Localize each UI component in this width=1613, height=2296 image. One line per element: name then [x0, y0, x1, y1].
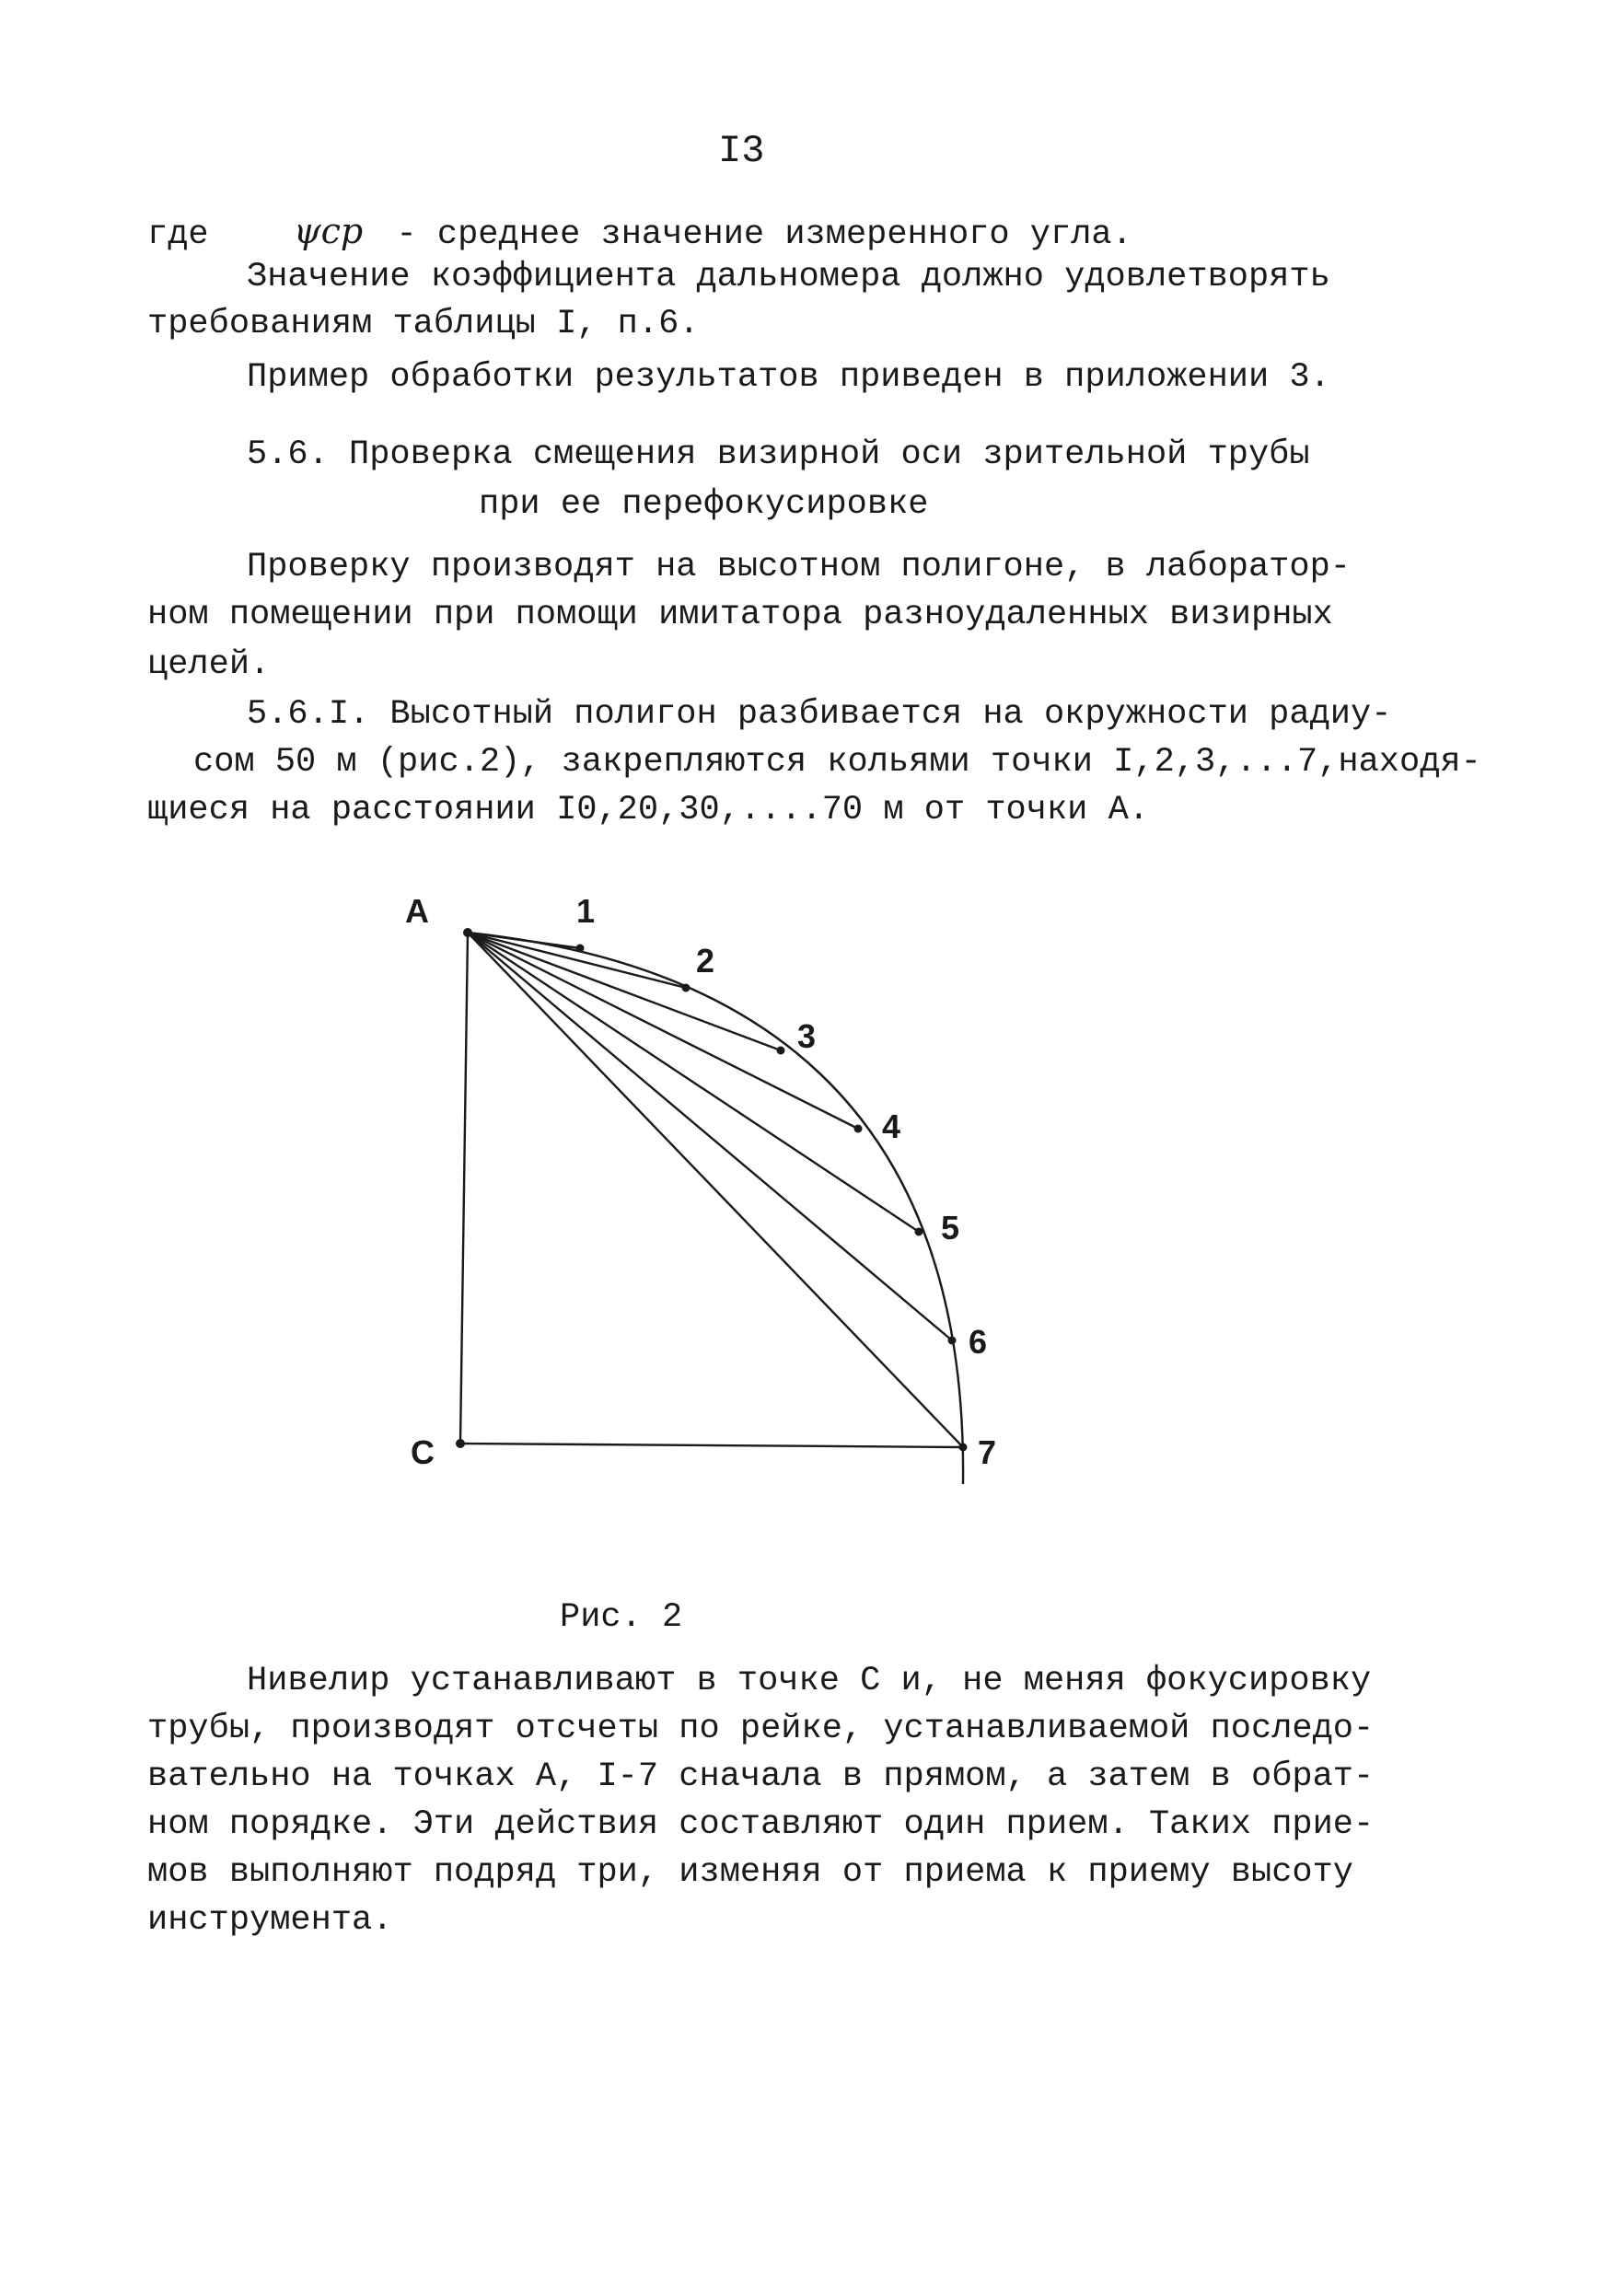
text-line: Пример обработки результатов приведен в приложении 3. [247, 358, 1330, 397]
label-6: 6 [969, 1323, 988, 1361]
chord-a3 [468, 933, 781, 1050]
chord-a1 [468, 933, 580, 948]
formula-symbol: ψср [293, 211, 364, 251]
point-7 [959, 1444, 968, 1452]
where-line [147, 211, 1132, 254]
where-word: где [147, 215, 209, 254]
point-4 [854, 1125, 863, 1133]
point-a [463, 928, 472, 937]
label-4: 4 [882, 1107, 901, 1145]
chord-a7 [468, 933, 963, 1447]
label-a: A [405, 892, 429, 930]
text-line: Проверку производят на высотном полигоне, в лаборатор- [247, 548, 1351, 586]
circle-arc [468, 933, 963, 1484]
chord-a5 [468, 933, 919, 1232]
section-title-cont: при ее перефокусировке [479, 485, 929, 524]
text-line: Значение коэффициента дальномера должно удовлетворять [247, 258, 1330, 296]
text-line: инструмента. [147, 1901, 393, 1940]
label-1: 1 [576, 892, 596, 930]
point-2 [682, 984, 690, 992]
line-c7 [460, 1444, 963, 1447]
label-5: 5 [941, 1209, 960, 1247]
symbol-definition: - среднее значение измеренного угла. [396, 215, 1132, 254]
point-c [456, 1439, 465, 1448]
figure-caption: Рис. 2 [560, 1598, 683, 1637]
text-line: трубы, производят отсчеты по рейке, устанавливаемой последо- [147, 1710, 1375, 1748]
label-7: 7 [978, 1433, 997, 1471]
text-line: 5.6.I. Высотный полигон разбивается на окружности радиу- [247, 695, 1392, 734]
section-title: 5.6. Проверка смещения визирной оси зрительной трубы [247, 435, 1310, 474]
text-line: ном помещении при помощи имитатора разноудаленных визирных [147, 596, 1333, 634]
chord-a2 [468, 933, 686, 988]
line-ac [460, 933, 468, 1444]
label-2: 2 [696, 942, 715, 980]
point-1 [576, 945, 585, 953]
text-line: целей. [147, 645, 271, 684]
chord-a4 [468, 933, 858, 1129]
point-3 [777, 1047, 785, 1055]
text-line: ном порядке. Эти действия составляют один прием. Таких прие- [147, 1805, 1375, 1844]
text-line: вательно на точках А, I-7 сначала в прямом, а затем в обрат- [147, 1757, 1375, 1796]
point-5 [915, 1228, 923, 1236]
page-number: I3 [718, 129, 765, 173]
text-line: сом 50 м (рис.2), закрепляются кольями точки I,2,3,...7,находя- [193, 743, 1481, 782]
text-line: Нивелир устанавливают в точке С и, не меняя фокусировку [247, 1662, 1372, 1700]
label-c: C [411, 1433, 435, 1471]
text-line: щиеся на расстоянии I0,20,30,....70 м от точки А. [147, 791, 1149, 829]
point-6 [948, 1337, 957, 1345]
text-line: требованиям таблицы I, п.6. [147, 305, 700, 343]
text-line: мов выполняют подряд три, изменяя от приема к приему высоту [147, 1853, 1354, 1892]
chord-a6 [468, 933, 952, 1340]
label-3: 3 [797, 1017, 817, 1055]
